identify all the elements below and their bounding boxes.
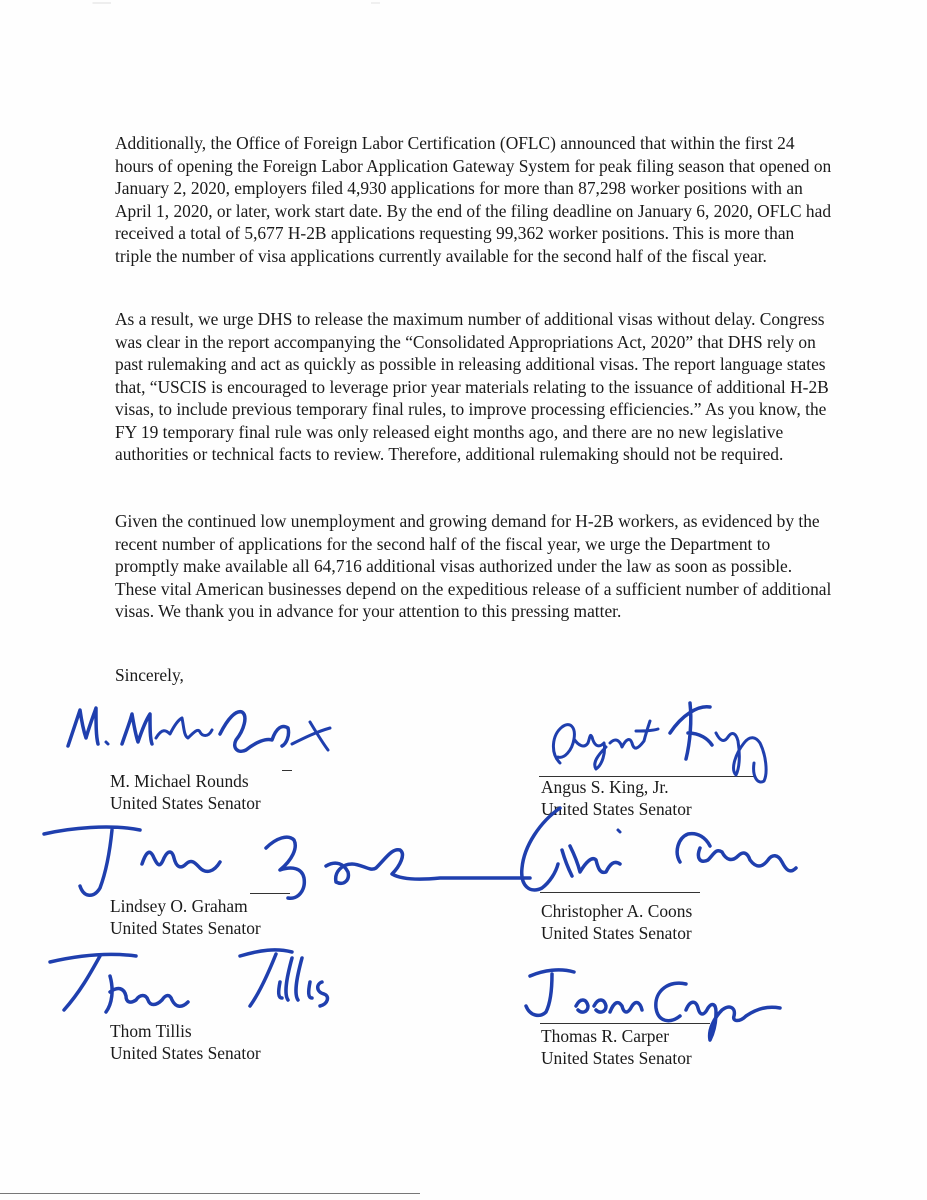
signatory-title: United States Senator [110,918,261,938]
signatory-title: United States Senator [541,923,692,943]
signatory-title: United States Senator [110,793,261,813]
signatory-name: Lindsey O. Graham [110,896,248,916]
carper-signature-icon [510,960,790,1050]
signatory-name: M. Michael Rounds [110,771,249,791]
body-paragraph-1: Additionally, the Office of Foreign Labor Certification (OFLC) announced that within the first 24 hours of opening the Foreign Labor Application Gateway System for peak filing season that opened on January 2, 2020, employers filed 4,930 applications for more than 87,298 worker positions with an April 1, 2020, or later, work start date. By the end of the filing deadline on January 6, 2020, OFLC had received a total of 5,677 H-2B applications requesting 99,362 worker positions. This is more than triple the number of visa applications currently available for the second half of the fiscal year. [115,133,832,266]
scan-edge [0,1193,420,1194]
scan-artifact [0,2,927,4]
graham-signature-icon [30,808,550,918]
signatory-name: Thom Tillis [110,1021,192,1041]
closing-salutation: Sincerely, [115,665,184,685]
signatory-title: United States Senator [110,1043,261,1063]
rounds-signature-icon [60,698,350,778]
signatory-title: United States Senator [541,799,692,819]
tillis-signature-icon [40,936,350,1026]
body-paragraph-2: As a result, we urge DHS to release the maximum number of additional visas without delay. Congress was clear in the report accompanying the “Consolidated Appropriations Act, 2020” that DHS rely on past rulemaking and act as quickly as possible in releasing additional visas. The report language states that, “USCIS is encouraged to leverage prior year materials relating to the issuance of additional H-2B visas, to include previous temporary final rules, to improve processing efficiencies.” As you know, the FY 19 temporary final rule was only released eight months ago, and there are no new legislative authorities or technical facts to review. Therefore, additional rulemaking should not be required. [115,309,829,464]
signatory-name: Angus S. King, Jr. [541,777,669,797]
coons-signature-icon [500,798,810,908]
signatory-name: Thomas R. Carper [541,1026,669,1046]
king-signature-icon [540,693,780,793]
signatory-name: Christopher A. Coons [541,901,693,921]
body-paragraph-3: Given the continued low unemployment and growing demand for H-2B workers, as evidenced by the recent number of applications for the second half of the fiscal year, we urge the Department to promptly make available all 64,716 additional visas authorized under the law as soon as possible. These vital American businesses depend on the expeditious release of a sufficient number of additional visas. We thank you in advance for your attention to this pressing matter. [115,511,832,621]
signatory-tillis [110,1020,261,1064]
signatory-title: United States Senator [541,1048,692,1068]
